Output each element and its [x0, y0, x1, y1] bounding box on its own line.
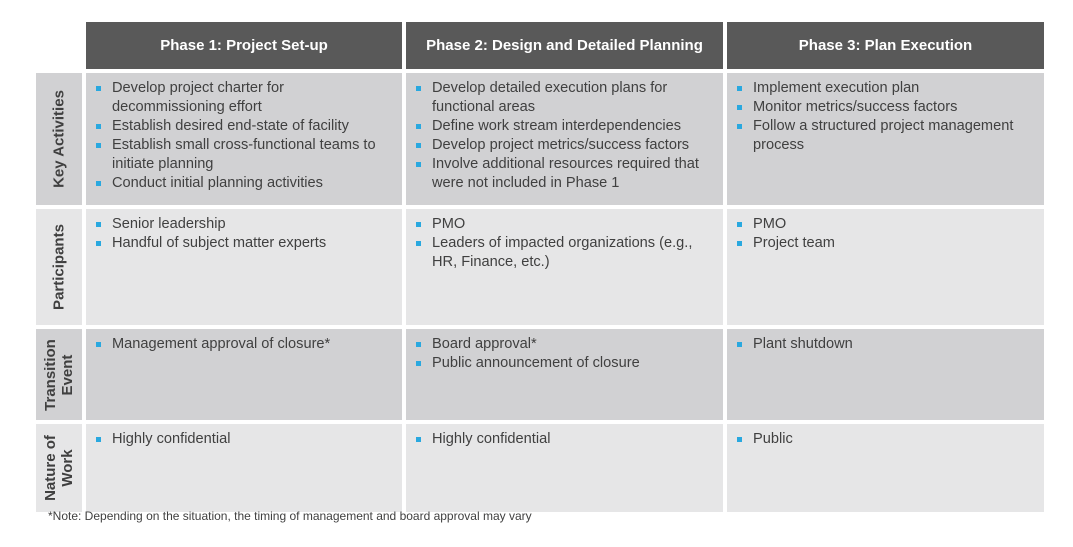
bullet-icon: [737, 241, 742, 246]
list-item-text: PMO: [753, 216, 787, 232]
list-item: [414, 335, 715, 354]
bullet-icon: [416, 86, 421, 91]
bullet-icon: [96, 181, 101, 186]
list-item-text: Board approval*: [432, 336, 537, 352]
list-item-text: Implement execution plan: [753, 80, 920, 96]
bullet-icon: [96, 124, 101, 129]
key-activities-phase-1: [86, 73, 402, 205]
list-item-text: Monitor metrics/success factors: [753, 99, 958, 115]
list-item: [735, 79, 1036, 98]
list-item: [735, 234, 1036, 253]
row-label-participants: [36, 209, 82, 325]
list-item: [414, 79, 715, 117]
participants-phase-2: [406, 209, 723, 325]
list-item-text: Management approval of closure*: [112, 336, 331, 352]
bullet-icon: [737, 86, 742, 91]
list-item: [414, 354, 715, 373]
row-label-nature-of-work: [36, 424, 82, 512]
nature-of-work-phase-3: [727, 424, 1044, 512]
bullet-icon: [416, 342, 421, 347]
list-item-text: Highly confidential: [432, 431, 551, 447]
list-item-text: Highly confidential: [112, 431, 231, 447]
list-item: [735, 430, 1036, 449]
list-item: [94, 430, 394, 449]
list-item: [414, 234, 715, 272]
list-item-text: Public announcement of closure: [432, 355, 640, 371]
list-item-text: Establish small cross-functional teams to initiate planning: [112, 137, 376, 172]
list-item-text: Senior leadership: [112, 216, 226, 232]
row-label-transition-event: [36, 329, 82, 420]
list-item: [414, 136, 715, 155]
participants-phase-1: [86, 209, 402, 325]
list-item-text: Involve additional resources required that were not included in Phase 1: [432, 156, 699, 191]
footnote: *Note: Depending on the situation, the timing of management and board approval may vary: [48, 509, 532, 523]
list-item-text: Public: [753, 431, 793, 447]
list-item: [94, 117, 394, 136]
list-item: [414, 215, 715, 234]
list-item: [94, 335, 394, 354]
key-activities-phase-3: [727, 73, 1044, 205]
list-item-text: Leaders of impacted organizations (e.g., HR, Finance, etc.): [432, 235, 693, 270]
row-label-text: Participants: [50, 224, 68, 310]
list-item: [735, 215, 1036, 234]
list-item-text: Develop project charter for decommissioning effort: [112, 80, 284, 115]
bullet-icon: [737, 222, 742, 227]
transition-event-phase-3: [727, 329, 1044, 420]
nature-of-work-phase-2: [406, 424, 723, 512]
bullet-icon: [737, 342, 742, 347]
bullet-icon: [416, 124, 421, 129]
row-label-text: Nature of Work: [42, 435, 76, 501]
list-item-text: Follow a structured project management process: [753, 118, 1014, 153]
row-label-text: Key Activities: [50, 90, 68, 188]
list-item: [94, 174, 394, 193]
list-item: [414, 117, 715, 136]
list-item: [735, 117, 1036, 155]
bullet-icon: [416, 143, 421, 148]
bullet-icon: [416, 437, 421, 442]
bullet-icon: [737, 105, 742, 110]
list-item: [735, 98, 1036, 117]
row-label-text: Transition Event: [42, 338, 76, 411]
list-item-text: PMO: [432, 216, 466, 232]
list-item: [414, 155, 715, 193]
bullet-icon: [96, 86, 101, 91]
list-item: [414, 430, 715, 449]
bullet-icon: [737, 437, 742, 442]
list-item-text: Develop project metrics/success factors: [432, 137, 690, 153]
list-item: [735, 335, 1036, 354]
list-item-text: Project team: [753, 235, 835, 251]
list-item-text: Establish desired end-state of facility: [112, 118, 349, 134]
list-item-text: Plant shutdown: [753, 336, 853, 352]
key-activities-phase-2: [406, 73, 723, 205]
bullet-icon: [416, 222, 421, 227]
row-label-key-activities: [36, 73, 82, 205]
phase-header-3: Phase 3: Plan Execution: [727, 22, 1044, 69]
bullet-icon: [416, 361, 421, 366]
bullet-icon: [96, 342, 101, 347]
nature-of-work-phase-1: [86, 424, 402, 512]
phase-table: [36, 22, 1044, 512]
list-item-text: Develop detailed execution plans for functional areas: [432, 80, 668, 115]
bullet-icon: [96, 437, 101, 442]
list-item: [94, 215, 394, 234]
transition-event-phase-1: [86, 329, 402, 420]
table-corner: [36, 22, 82, 69]
bullet-icon: [96, 241, 101, 246]
list-item-text: Conduct initial planning activities: [112, 175, 323, 191]
list-item-text: Handful of subject matter experts: [112, 235, 327, 251]
phase-header-2: Phase 2: Design and Detailed Planning: [406, 22, 723, 69]
transition-event-phase-2: [406, 329, 723, 420]
bullet-icon: [416, 162, 421, 167]
bullet-icon: [96, 143, 101, 148]
bullet-icon: [737, 124, 742, 129]
list-item: [94, 234, 394, 253]
list-item-text: Define work stream interdependencies: [432, 118, 682, 134]
bullet-icon: [416, 241, 421, 246]
list-item: [94, 136, 394, 174]
bullet-icon: [96, 222, 101, 227]
phase-header-1: Phase 1: Project Set-up: [86, 22, 402, 69]
list-item: [94, 79, 394, 117]
participants-phase-3: [727, 209, 1044, 325]
